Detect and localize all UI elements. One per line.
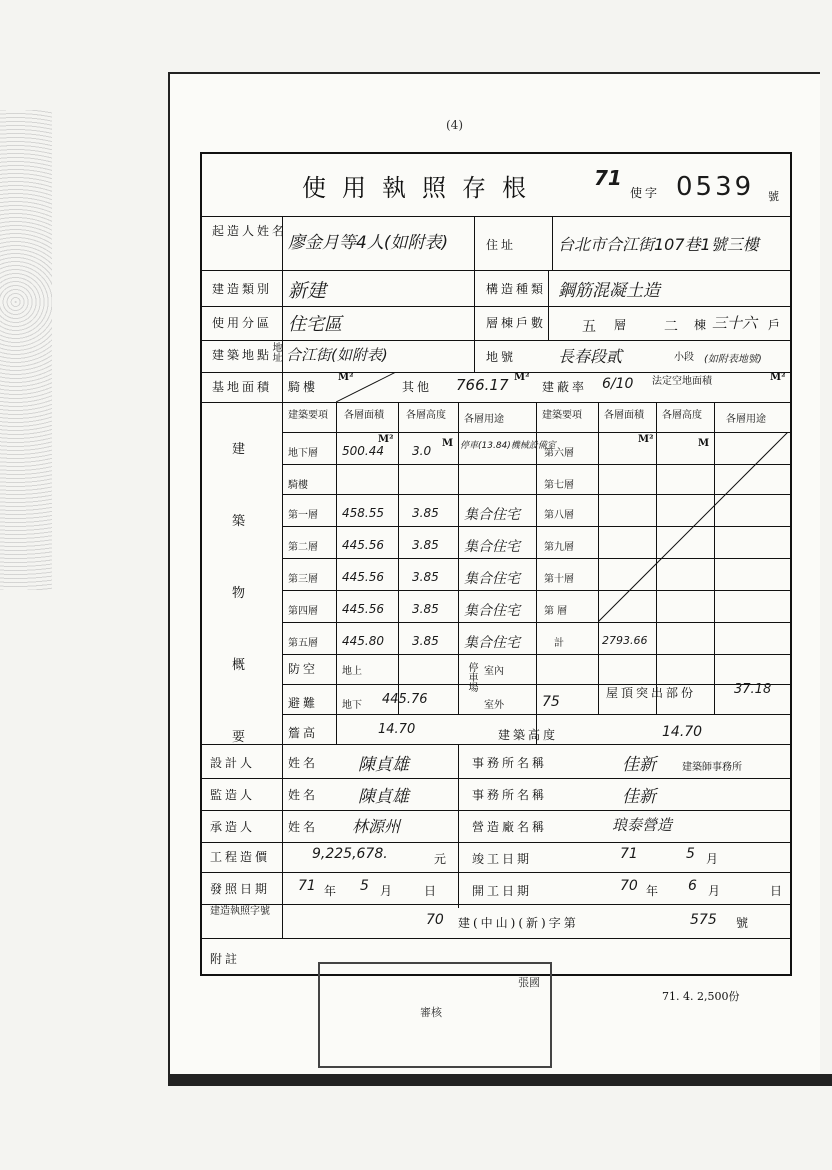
underground-value: 445.76	[382, 692, 428, 707]
col-line	[548, 270, 549, 340]
permit-no-suffix: 號	[736, 916, 752, 930]
note-label: 附註	[210, 952, 241, 966]
structure-label: 構造種類	[486, 282, 547, 296]
floor-use: 集合住宅	[464, 603, 520, 619]
right-floor-label: 第八層	[544, 510, 574, 521]
side-label: 物	[232, 586, 246, 601]
designer-label: 設計人	[210, 756, 256, 770]
category-label: 建造類別	[212, 282, 273, 296]
building-height-label: 建築高度	[498, 728, 559, 742]
approval-stamp	[318, 962, 552, 1068]
evacuation-label: 避難	[288, 696, 319, 710]
start-label: 開工日期	[472, 884, 533, 898]
scan-edge-bar	[168, 1074, 832, 1086]
side-label: 要	[232, 730, 246, 745]
air-raid-label: 防空	[288, 662, 319, 676]
floor-area: 445.56	[342, 602, 384, 616]
header-right-use: 各層用途	[726, 414, 766, 425]
indoor-label: 室內	[484, 666, 504, 677]
col-line	[458, 778, 459, 908]
issue-year: 71	[298, 878, 316, 894]
lot-value: 長春段貳	[558, 347, 623, 366]
floor-height: 3.85	[412, 538, 439, 552]
other-label: 其他	[402, 380, 433, 394]
permit-prefix: 使字	[630, 186, 661, 200]
unit-m2: M²	[378, 434, 394, 445]
seal-name: 張國	[518, 976, 540, 989]
floor-area: 445.56	[342, 570, 384, 584]
row-line	[202, 872, 790, 873]
day-unit: 日	[770, 884, 786, 898]
coverage-label: 建蔽率	[542, 380, 588, 394]
floors-unit: 層	[614, 318, 630, 332]
roof-label: 屋頂突出部份	[606, 686, 697, 700]
contractor-label: 承造人	[210, 820, 256, 834]
floor-height: 3.0	[412, 444, 432, 458]
year-unit: 年	[646, 884, 662, 898]
lot-sub: 小段	[674, 352, 694, 363]
row-line	[202, 778, 790, 779]
open-space-label: 法定空地面積	[652, 376, 712, 387]
row-line	[202, 372, 790, 373]
eave-value: 14.70	[378, 722, 416, 737]
header-right-item: 建築要項	[542, 410, 582, 421]
floor-use: 停車(13.84)機械設備室	[460, 441, 556, 451]
floor-height: 3.85	[412, 506, 439, 520]
permit-no: 575	[690, 912, 717, 928]
header-left-area: 各層面積	[344, 410, 384, 421]
side-label: 築	[232, 514, 246, 529]
start-year: 70	[620, 878, 638, 894]
permit-stub-form	[200, 152, 792, 976]
floor-area: 445.80	[342, 634, 384, 648]
floor-label: 騎樓	[288, 480, 308, 491]
site-value: 合江街(如附表)	[286, 346, 388, 364]
site-label: 建築地點	[212, 348, 273, 362]
roof-value: 37.18	[734, 682, 772, 697]
right-floor-label: 第六層	[544, 448, 574, 459]
zone-label: 使用分區	[212, 316, 273, 330]
row-line	[202, 306, 790, 307]
floor-use: 集合住宅	[464, 507, 520, 523]
row-line	[202, 340, 790, 341]
annex-label: 騎樓	[288, 380, 319, 394]
contractor-name: 林源州	[352, 817, 401, 836]
right-floor-label: 計	[554, 638, 564, 649]
floor-area: 458.55	[342, 506, 384, 520]
coverage-value: 6/10	[602, 376, 634, 392]
office-stamp: 建築師事務所	[682, 762, 742, 773]
unit-m2: M²	[770, 372, 786, 383]
col-line	[398, 402, 399, 714]
side-label: 概	[232, 658, 246, 673]
issue-month: 5	[360, 878, 369, 894]
top-mark: (4)	[446, 118, 463, 132]
supervisor-name: 陳貞雄	[358, 787, 409, 807]
completion-year: 71	[620, 846, 638, 862]
seal-review: 審核	[420, 1006, 442, 1019]
designer-name: 陳貞雄	[358, 755, 409, 775]
cost-value: 9,225,678.	[312, 846, 388, 862]
floor-height: 3.85	[412, 634, 439, 648]
floor-use: 集合住宅	[464, 539, 520, 555]
floor-label: 第四層	[288, 606, 318, 617]
floor-label: 第二層	[288, 542, 318, 553]
month-unit: 月	[706, 852, 722, 866]
day-unit: 日	[424, 884, 440, 898]
lot-label: 地號	[486, 350, 517, 364]
row-line	[202, 842, 790, 843]
name-label: 姓名	[288, 756, 319, 770]
households-value: 三十六	[712, 314, 758, 332]
base-area-label: 基地面積	[212, 380, 273, 394]
print-info: 71. 4. 2,500份	[662, 990, 740, 1003]
row-line	[202, 938, 790, 939]
supervisor-office: 佳新	[622, 787, 656, 807]
category-value: 新建	[288, 280, 327, 302]
floor-use: 集合住宅	[464, 635, 520, 651]
row-line	[202, 744, 790, 745]
floor-height: 3.85	[412, 602, 439, 616]
floors-label: 層棟戶數	[486, 316, 547, 330]
unit-m2: M²	[638, 434, 654, 445]
scan-speckle	[0, 110, 52, 590]
row-line	[202, 270, 790, 271]
page-title: 使用執照存根	[302, 174, 542, 202]
row-line	[202, 810, 790, 811]
households-unit: 戶	[768, 318, 784, 332]
zone-value: 住宅區	[288, 314, 342, 335]
header-right-area: 各層面積	[604, 410, 644, 421]
blank-diagonal	[598, 432, 790, 622]
applicant-label: 起造人姓名	[212, 224, 288, 238]
name-label: 姓名	[288, 788, 319, 802]
buildings-unit: 棟	[694, 318, 710, 332]
completion-label: 竣工日期	[472, 852, 533, 866]
floor-label: 第五層	[288, 638, 318, 649]
floor-label: 第一層	[288, 510, 318, 521]
permit-year: 71	[594, 166, 622, 190]
col-line	[336, 402, 337, 744]
total-area: 2793.66	[602, 634, 648, 647]
floor-side-labels	[232, 414, 252, 774]
structure-value: 鋼筋混凝土造	[558, 281, 660, 301]
right-floor-label: 第九層	[544, 542, 574, 553]
cost-label: 工程造價	[210, 850, 271, 864]
header-left-item: 建築要項	[288, 410, 328, 421]
col-line	[458, 402, 459, 714]
permit-year-value: 70	[426, 912, 444, 928]
underground-label: 地下	[342, 700, 362, 711]
col-line	[458, 744, 459, 778]
unit-m: M	[698, 438, 710, 449]
buildings-value: 二	[664, 319, 681, 335]
cost-unit: 元	[434, 852, 450, 866]
permit-district: 建(中山)(新)字第	[458, 916, 579, 930]
parking-label: 停車場	[466, 662, 477, 692]
unit-m2: M²	[514, 372, 530, 383]
building-height-value: 14.70	[662, 724, 703, 740]
permit-label: 建造執照字號	[210, 906, 270, 917]
right-floor-label: 第十層	[544, 574, 574, 585]
completion-month: 5	[686, 846, 695, 862]
office-label: 事務所名稱	[472, 756, 548, 770]
header-left-use: 各層用途	[464, 414, 504, 425]
row-line	[202, 904, 790, 905]
col-line	[474, 270, 475, 372]
contractor-firm: 琅泰營造	[612, 816, 673, 834]
start-month: 6	[688, 878, 697, 894]
floor-area: 500.44	[342, 444, 384, 458]
right-floor-label: 第七層	[544, 480, 574, 491]
site-sub-label: 地址	[270, 342, 281, 362]
issue-label: 發照日期	[210, 882, 271, 896]
permit-suffix: 號	[768, 190, 782, 203]
above-ground-label: 地上	[342, 666, 362, 677]
outdoor-label: 室外	[484, 700, 504, 711]
other-value: 766.17	[456, 376, 509, 394]
floor-height: 3.85	[412, 570, 439, 584]
side-label: 建	[232, 442, 246, 457]
address-value: 台北市合江街107巷1號三樓	[558, 235, 759, 254]
col-line	[552, 216, 553, 270]
month-unit: 月	[708, 884, 724, 898]
floors-value: 五	[582, 319, 599, 335]
year-unit: 年	[324, 884, 340, 898]
applicant-name: 廖金月等4人(如附表)	[288, 233, 449, 253]
floor-label: 第三層	[288, 574, 318, 585]
office-label: 事務所名稱	[472, 788, 548, 802]
unit-m: M	[442, 438, 454, 449]
outdoor-value: 75	[542, 694, 560, 710]
header-left-height: 各層高度	[406, 410, 446, 421]
address-label: 住址	[486, 238, 517, 252]
row-line	[202, 402, 790, 403]
title-row	[202, 154, 790, 217]
col-line	[282, 216, 283, 938]
col-line	[536, 402, 537, 744]
month-unit: 月	[380, 884, 396, 898]
name-label: 姓名	[288, 820, 319, 834]
floor-label: 地下層	[288, 448, 318, 459]
supervisor-label: 監造人	[210, 788, 256, 802]
permit-number: 0539	[676, 172, 755, 202]
eave-label: 簷高	[288, 726, 319, 740]
floor-use: 集合住宅	[464, 571, 520, 587]
lot-note: (如附表地號)	[704, 354, 762, 365]
floor-area: 445.56	[342, 538, 384, 552]
col-line	[474, 216, 475, 270]
designer-office: 佳新	[622, 755, 656, 775]
right-floor-label: 第 層	[544, 606, 568, 617]
header-right-height: 各層高度	[662, 410, 702, 421]
unit-m2: M²	[338, 372, 354, 383]
factory-label: 營造廠名稱	[472, 820, 548, 834]
blank-diagonal	[336, 372, 396, 402]
